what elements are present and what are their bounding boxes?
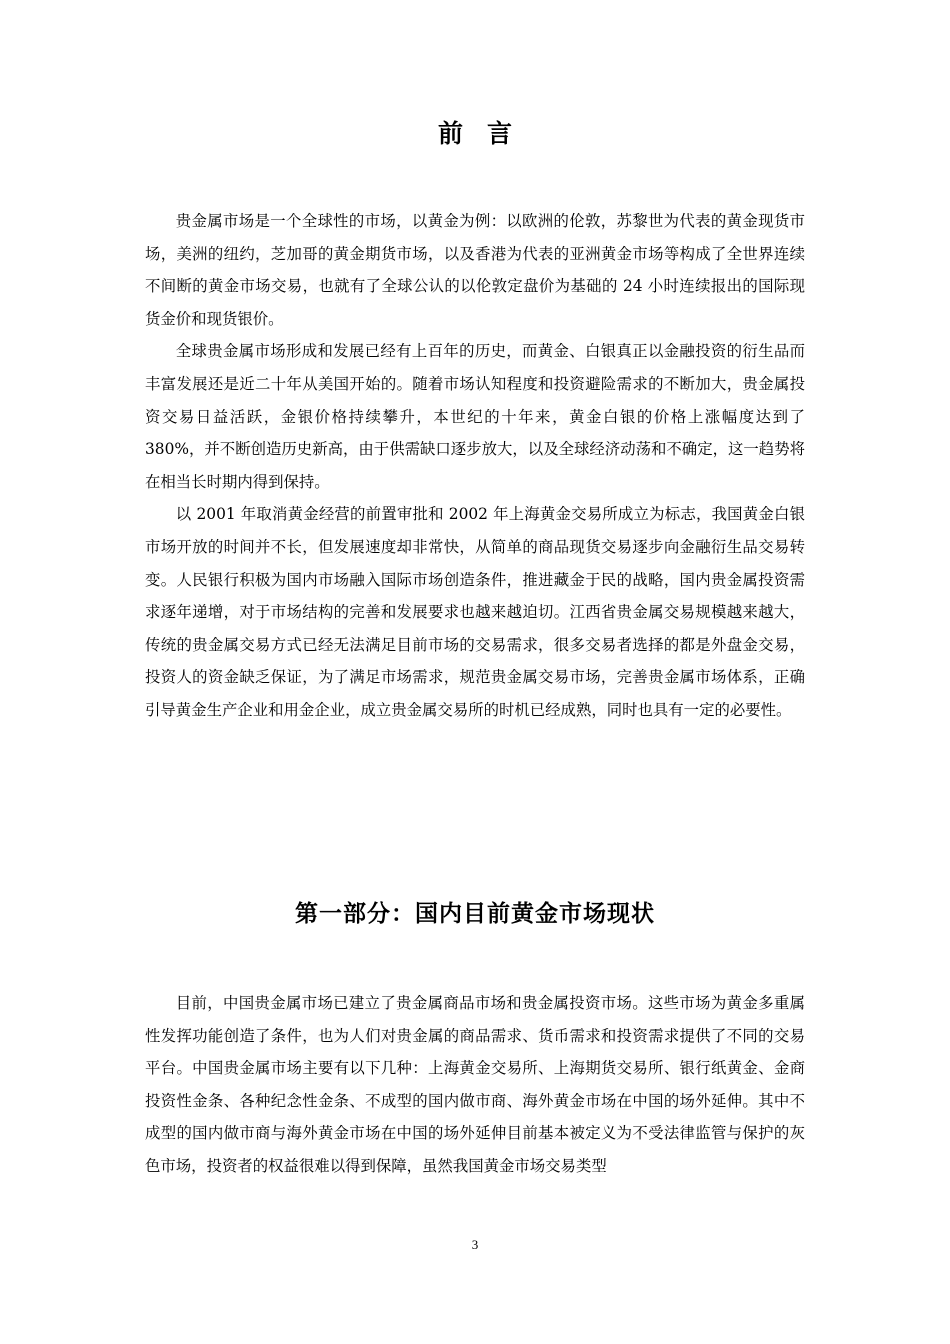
preface-paragraph-2: 全球贵金属市场形成和发展已经有上百年的历史，而黄金、白银真正以金融投资的衍生品而丰富发展还是近二十年从美国开始的。随着市场认知程度和投资避险需求的不断加大，贵金属投资交易日益活跃，金银价格持续攀升，本世纪的十年来，黄金白银的价格上涨幅度达到了 380%，并不断创造历史新高，由于供需缺口逐步放大，以及全球经济动荡和不确定，这一趋势将在相当长时期内得到保持。 — [145, 342, 805, 491]
page-number: 3 — [471, 1237, 479, 1252]
part1-paragraph-1: 目前，中国贵金属市场已建立了贵金属商品市场和贵金属投资市场。这些市场为黄金多重属性发挥功能创造了条件，也为人们对贵金属的商品需求、货币需求和投资需求提供了不同的交易平台。中国贵金属市场主要有以下几种：上海黄金交易所、上海期货交易所、银行纸黄金、金商投资性金条、各种纪念性金条、不成型的国内做市商、海外黄金市场在中国的场外延伸。其中不成型的国内做市商与海外黄金市场在中国的场外延伸目前基本被定义为不受法律监管与保护的灰色市场，投资者的权益很难以得到保障，虽然我国黄金市场交易类型 — [145, 994, 805, 1175]
preface-paragraph-1: 贵金属市场是一个全球性的市场，以黄金为例：以欧洲的伦敦，苏黎世为代表的黄金现货市场，美洲的纽约，芝加哥的黄金期货市场，以及香港为代表的亚洲黄金市场等构成了全世界连续不间断的黄金市场交易，也就有了全球公认的以伦敦定盘价为基础的 24 小时连续报出的国际现货金价和现货银价。 — [145, 212, 805, 328]
preface-paragraph-3: 以 2001 年取消黄金经营的前置审批和 2002 年上海黄金交易所成立为标志，我国黄金白银市场开放的时间并不长，但发展速度却非常快，从简单的商品现货交易逐步向金融衍生品交易转变。人民银行积极为国内市场融入国际市场创造条件，推进藏金于民的战略，国内贵金属投资需求逐年递增，对于市场结构的完善和发展要求也越来越迫切。江西省贵金属交易规模越来越大，传统的贵金属交易方式已经无法满足目前市场的交易需求，很多交易者选择的都是外盘金交易，投资人的资金缺乏保证，为了满足市场需求，规范贵金属交易市场，完善贵金属市场体系，正确引导黄金生产企业和用金企业，成立贵金属交易所的时机已经成熟，同时也具有一定的必要性。 — [145, 505, 805, 719]
part1-title: 第一部分：国内目前黄金市场现状 — [295, 901, 655, 927]
part1-body — [145, 987, 805, 1183]
preface-body — [145, 205, 805, 727]
preface-title: 前言 — [437, 119, 536, 148]
